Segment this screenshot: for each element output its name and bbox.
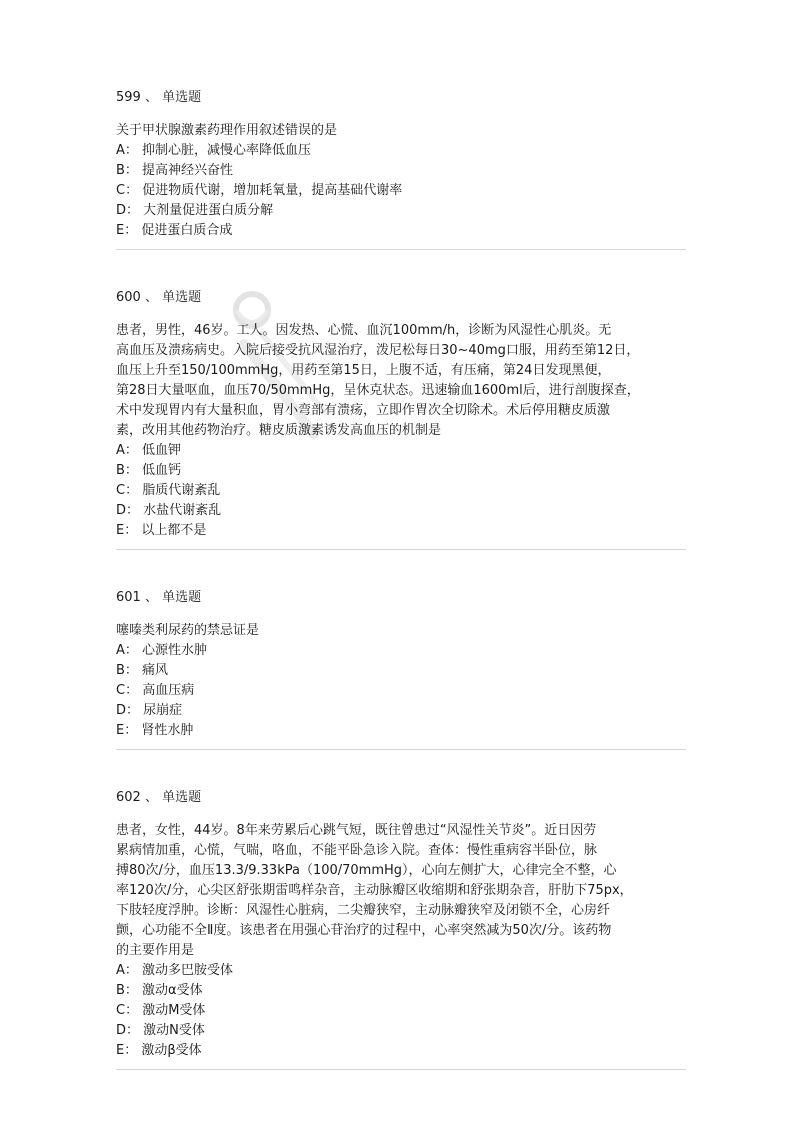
option-c: C： 促进物质代谢，增加耗氧量，提高基础代谢率 xyxy=(116,183,403,198)
question-header xyxy=(116,788,688,808)
question-divider xyxy=(116,249,686,250)
option-b: B： 激动α受体 xyxy=(116,983,203,998)
question-stem: 患者，男性，46岁。工人。因发热、心慌、血沉100mm/h，诊断为风湿性心肌炎。无 高血压及溃疡病史。入院后接受抗风湿治疗，泼尼松每日30~40mg口服，用药至第12日， 血压上升至150/100mmHg，用药至第15日，上腹不适，有压痛，第24日发现黑便， 第28日大量呕血，血压70/50mmHg，呈休克状态。迅速输血1600ml后，进行剖腹探查， 术中发现胃内有大量积血，胃小弯部有溃疡，立即作胃次全切除术。术后停用糖皮质激 素，改用其他药物治疗。糖皮质激素诱发高血压的机制是 xyxy=(116,323,640,438)
option-e: E： 激动β受体 xyxy=(116,1043,202,1058)
question-divider xyxy=(116,749,686,750)
option-list xyxy=(116,441,688,541)
option-a: A： 抑制心脏，减慢心率降低血压 xyxy=(116,143,312,158)
question-600 xyxy=(116,288,688,541)
question-separator: 、 xyxy=(144,90,158,105)
question-type: 单选题 xyxy=(162,90,202,105)
question-599 xyxy=(116,88,688,241)
question-type: 单选题 xyxy=(162,790,202,805)
option-d: D： 激动N受体 xyxy=(116,1023,205,1038)
option-a: A： 激动多巴胺受体 xyxy=(116,963,234,978)
question-601 xyxy=(116,588,688,741)
question-divider xyxy=(116,1069,686,1070)
option-e: E： 以上都不是 xyxy=(116,523,207,538)
option-b: B： 痛风 xyxy=(116,663,169,678)
option-a: A： 心源性水肿 xyxy=(116,643,208,658)
question-separator: 、 xyxy=(144,290,158,305)
question-stem: 患者，女性，44岁。8年来劳累后心跳气短，既往曾患过“风湿性关节炎”。近日因劳 累病情加重，心慌，气喘，咯血，不能平卧急诊入院。查体：慢性重病容半卧位，脉 搏80次/分，血压13.3/9.33kPa（100/70mmHg），心向左侧扩大，心律完全不整，心 率120次/分，心尖区舒张期雷鸣样杂音，主动脉瓣区收缩期和舒张期杂音，肝肋下75px， 下肢轻度浮肿。诊断：风湿性心脏病，二尖瓣狭窄，主动脉瓣狭窄及闭锁不全，心房纤 颤，心功能不全Ⅱ度。该患者在用强心苷治疗的过程中，心率突然减为50次/分。该药物 的主要作用是 xyxy=(116,823,633,958)
option-list xyxy=(116,961,688,1061)
option-list xyxy=(116,641,688,741)
option-d: D： 尿崩症 xyxy=(116,703,183,718)
question-number: 599 xyxy=(116,90,141,105)
option-e: E： 促进蛋白质合成 xyxy=(116,223,233,238)
option-d: D： 水盐代谢紊乱 xyxy=(116,503,222,518)
option-list xyxy=(116,141,688,241)
question-602 xyxy=(116,788,688,1061)
question-separator: 、 xyxy=(144,590,158,605)
option-d: D： 大剂量促进蛋白质分解 xyxy=(116,203,274,218)
question-number: 600 xyxy=(116,290,141,305)
option-c: C： 高血压病 xyxy=(116,683,195,698)
question-type: 单选题 xyxy=(162,290,202,305)
option-b: B： 提高神经兴奋性 xyxy=(116,163,234,178)
question-stem: 关于甲状腺激素药理作用叙述错误的是 xyxy=(116,123,338,138)
question-divider xyxy=(116,549,686,550)
question-header xyxy=(116,588,688,608)
option-c: C： 激动M受体 xyxy=(116,1003,206,1018)
question-header xyxy=(116,88,688,108)
option-c: C： 脂质代谢紊乱 xyxy=(116,483,221,498)
question-number: 602 xyxy=(116,790,141,805)
question-header xyxy=(116,288,688,308)
question-stem: 噻嗪类利尿药的禁忌证是 xyxy=(116,623,260,638)
question-type: 单选题 xyxy=(162,590,202,605)
option-a: A： 低血钾 xyxy=(116,443,182,458)
option-b: B： 低血钙 xyxy=(116,463,182,478)
option-e: E： 肾性水肿 xyxy=(116,723,194,738)
question-separator: 、 xyxy=(144,790,158,805)
question-number: 601 xyxy=(116,590,141,605)
